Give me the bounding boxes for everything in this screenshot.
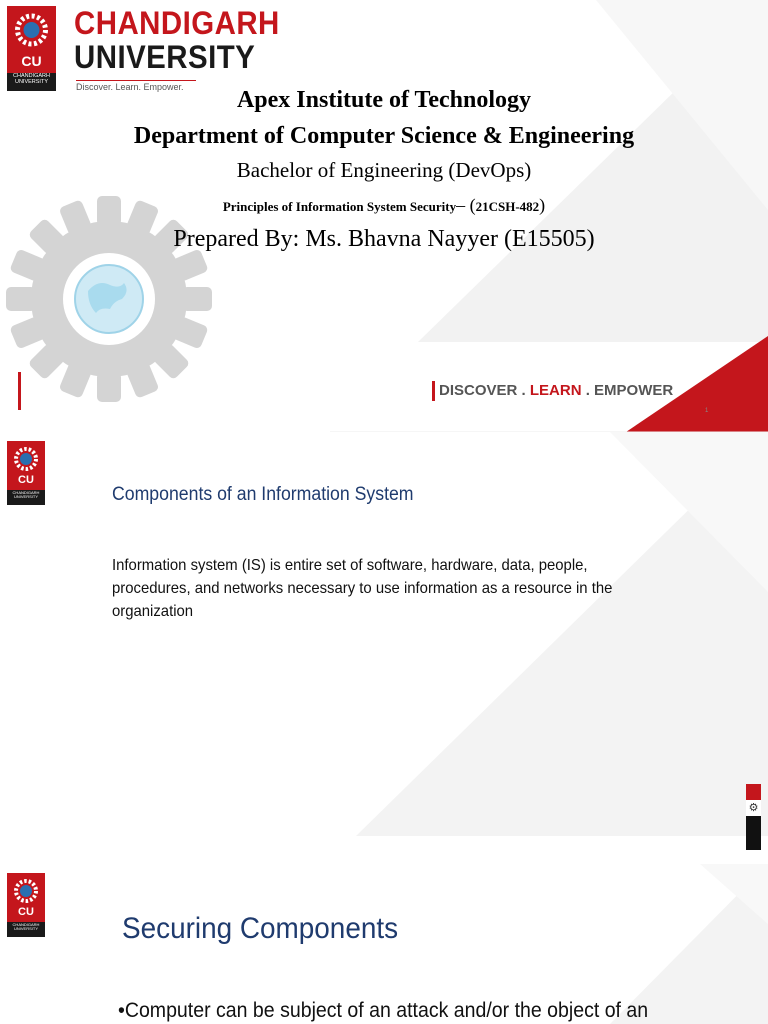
content-slide-securing [0, 864, 768, 1024]
course-title [0, 195, 768, 216]
brand-tagline: Discover. Learn. Empower. [76, 80, 196, 92]
logo-initials: CU [21, 53, 42, 69]
course-code: 21CSH-482 [475, 199, 540, 214]
cu-logo [7, 873, 45, 936]
bullet-item: •Computer can be subject of an attack and/or the object of an [118, 999, 649, 1022]
gear-icon [7, 8, 56, 54]
footer-discover: DISCOVER . [439, 382, 526, 399]
course-close: ) [539, 195, 546, 215]
content-slide-components [0, 432, 768, 864]
course-name: Principles of Information System Security [222, 199, 457, 214]
slide-paragraph [112, 554, 612, 623]
course-dash: – ( [456, 195, 476, 215]
logo-initials: CU [18, 906, 34, 918]
title-slide [0, 0, 768, 432]
paragraph-line: Information system (IS) is entire set of software, hardware, data, people, [112, 557, 588, 574]
side-brand-strip [746, 784, 761, 850]
brand-line2: UNIVERSITY [74, 39, 256, 75]
accent-bar [18, 372, 21, 410]
brand-line1: CHANDIGARH [74, 5, 280, 41]
brand-wordmark [74, 6, 280, 74]
cu-logo [7, 6, 56, 90]
logo-subtitle: CHANDIGARH UNIVERSITY [7, 490, 45, 505]
logo-subtitle: CHANDIGARH UNIVERSITY [7, 922, 45, 937]
department-title: Department of Computer Science & Engineering [133, 123, 635, 149]
prepared-by: Prepared By: Ms. Bhavna Nayyer (E15505) [173, 226, 595, 252]
strip-red-block [746, 784, 761, 800]
paragraph-line: procedures, and networks necessary to use information as a resource in the [112, 580, 613, 597]
strip-black-block [746, 816, 761, 850]
gear-icon [7, 875, 45, 909]
footer-learn: LEARN [529, 382, 582, 399]
institute-title: Apex Institute of Technology [236, 87, 532, 113]
logo-subtitle: CHANDIGARH UNIVERSITY [7, 73, 56, 91]
page-number: 1 [705, 408, 709, 414]
gear-icon [7, 443, 45, 477]
logo-initials: CU [18, 474, 34, 486]
slide-heading: Securing Components [122, 912, 399, 945]
footer-empower: . EMPOWER [585, 382, 674, 399]
slide-heading: Components of an Information System [112, 484, 414, 505]
strip-gear-icon: ⚙ [746, 800, 761, 816]
discover-learn-empower [432, 381, 673, 401]
cu-logo [7, 441, 45, 504]
paragraph-line: organization [112, 603, 194, 620]
program-title: Bachelor of Engineering (DevOps) [236, 158, 532, 182]
